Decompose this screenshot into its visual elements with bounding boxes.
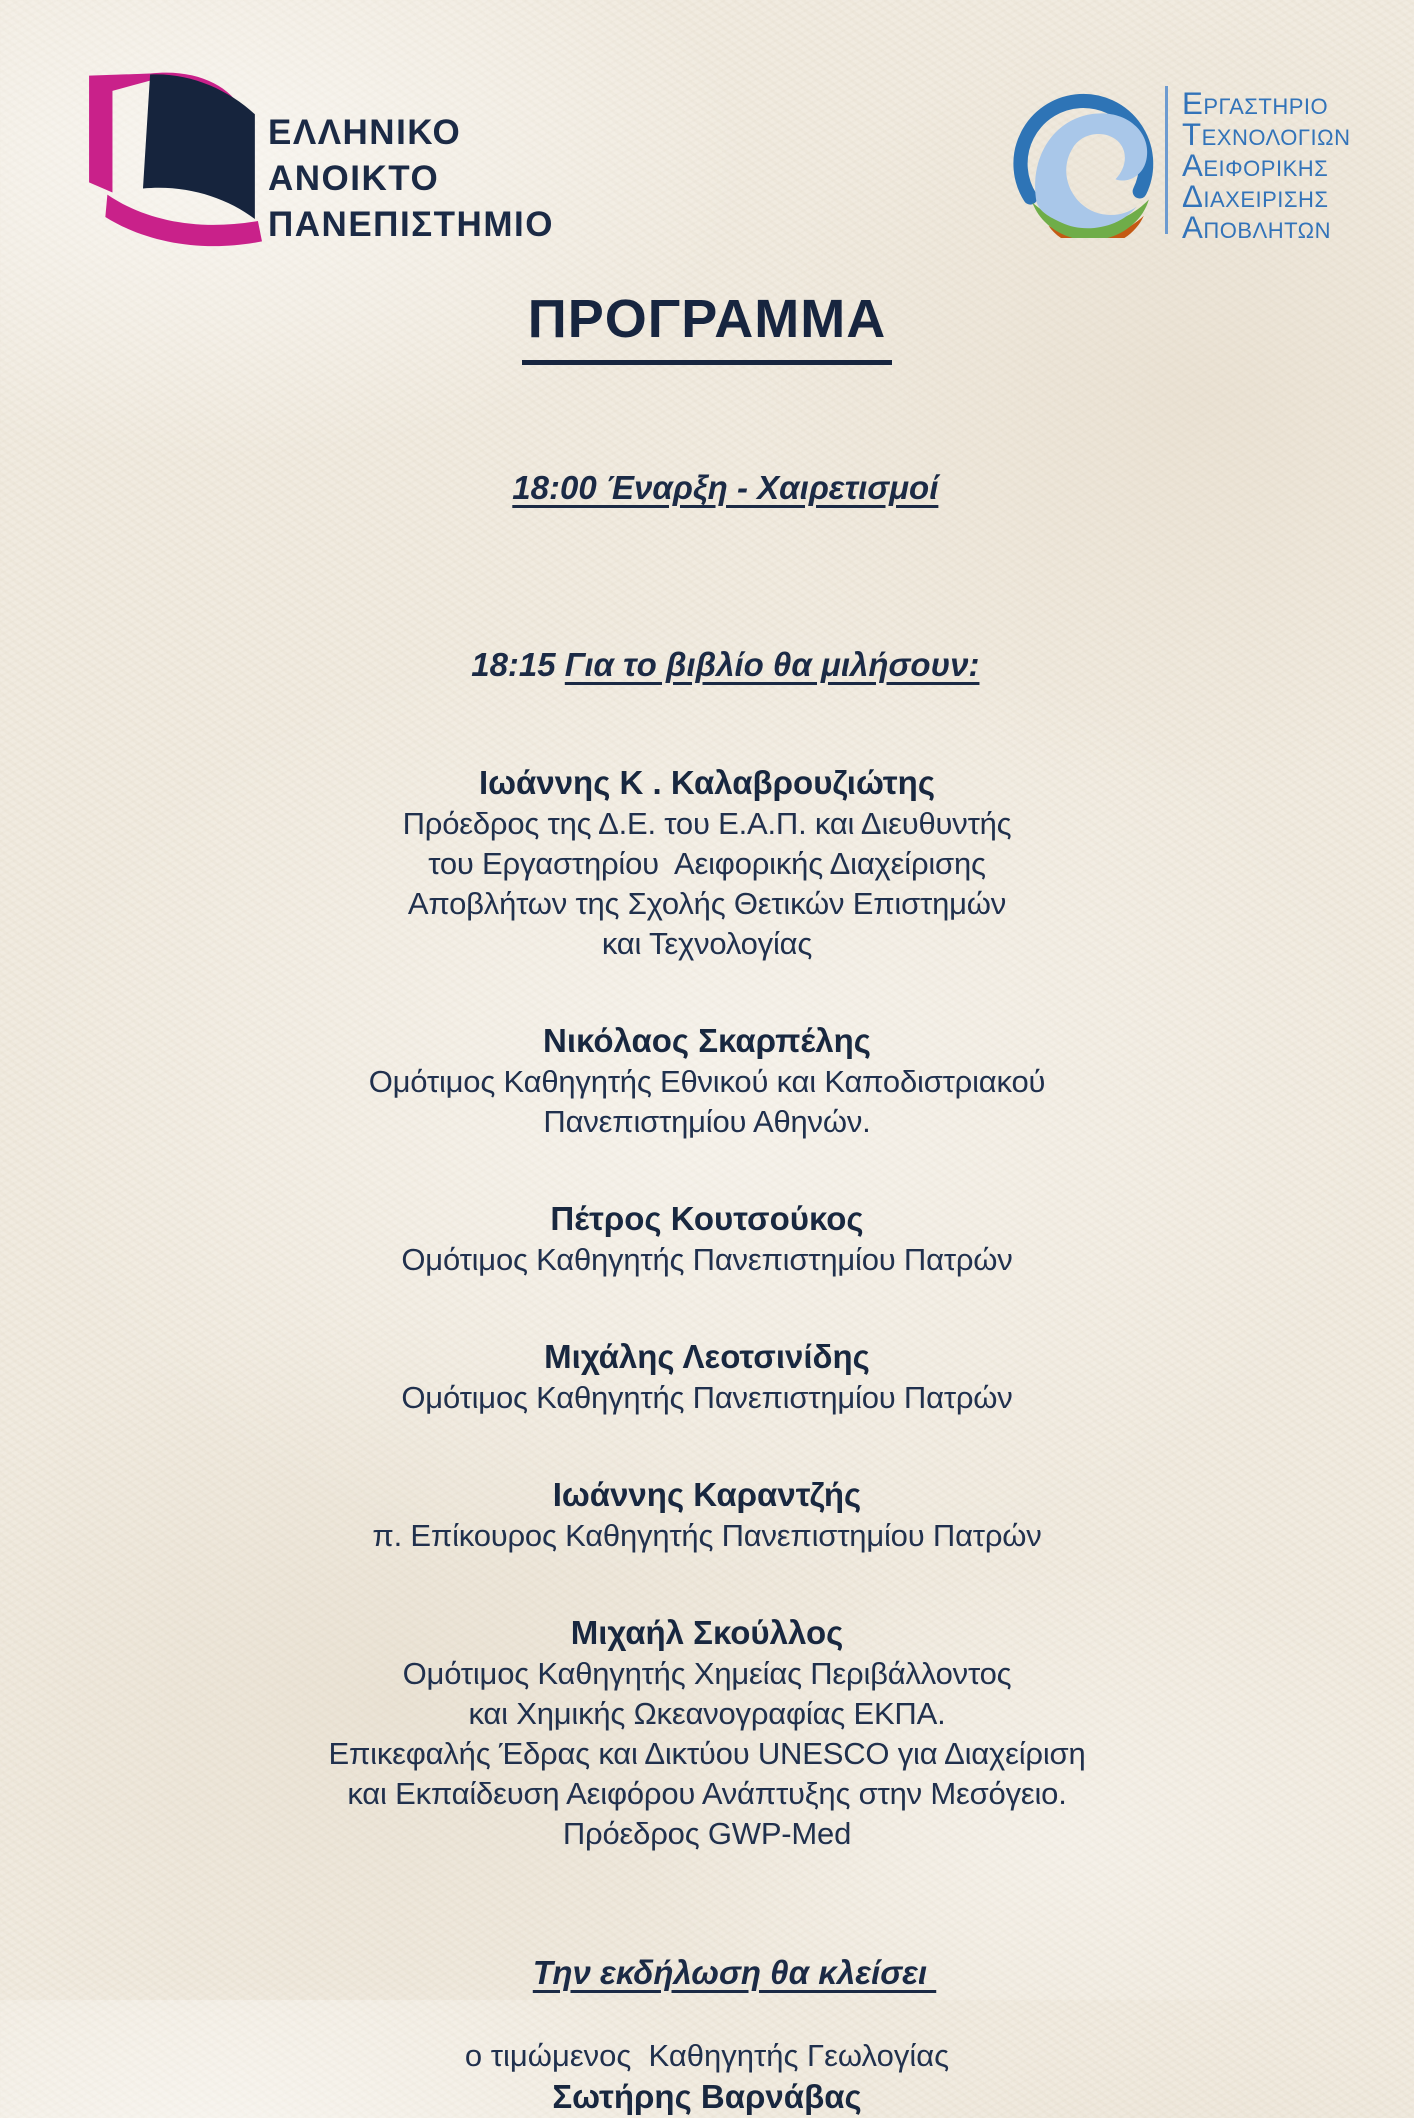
university-name-line: ΕΛΛΗΝΙΚΟ [268, 113, 462, 152]
speaker-block [0, 762, 1414, 964]
open-book-logo-icon [85, 68, 263, 252]
speaker-list [0, 762, 1414, 1854]
laboratory-name [1182, 86, 1351, 245]
speaker-description-line: Ομότιμος Καθηγητής Εθνικού και Καποδιστριακού [368, 1064, 1046, 1100]
session-speakers-heading: Για το βιβλίο θα μιλήσουν: [564, 646, 980, 684]
speaker-name: Νικόλαος Σκαρπέλης [543, 1022, 871, 1060]
laboratory-name-line: ΕΡΓΑΣΤΗΡΙΟ [1182, 86, 1329, 121]
speaker-name: Μιχάλης Λεοτσινίδης [544, 1338, 870, 1376]
session-opening [0, 428, 1414, 548]
page-title-row [0, 288, 1414, 365]
university-name-line: ΑΝΟΙΚΤΟ [268, 159, 440, 198]
speaker-name: Μιχαήλ Σκούλλος [570, 1614, 844, 1652]
speaker-description-line: Πανεπιστημίου Αθηνών. [543, 1104, 871, 1140]
wave-swirl-logo-icon [1006, 84, 1160, 238]
speaker-block [0, 1336, 1414, 1418]
closing-heading-text: Την εκδήλωση θα κλείσει [532, 1954, 937, 1992]
speaker-description-line: Ομότιμος Καθηγητής Πανεπιστημίου Πατρών [401, 1380, 1013, 1416]
speaker-description-line: και Χημικής Ωκεανογραφίας ΕΚΠΑ. [468, 1696, 946, 1732]
lab-logo-divider [1165, 86, 1168, 234]
speaker-name: Ιωάννης Κ . Καλαβρουζιώτης [479, 764, 935, 802]
speaker-description-line: π. Επίκουρος Καθηγητής Πανεπιστημίου Πατρών [372, 1518, 1042, 1554]
university-name [268, 110, 554, 248]
speaker-description-line: και Εκπαίδευση Αειφόρου Ανάπτυξης στην Μεσόγειο. [347, 1776, 1067, 1812]
speaker-name: Πέτρος Κουτσούκος [550, 1200, 864, 1238]
closing-name: Σωτήρης Βαρνάβας [552, 2078, 862, 2116]
speaker-description-line: Ομότιμος Καθηγητής Χημείας Περιβάλλοντος [402, 1656, 1012, 1692]
closing-line: ο τιμώμενος Καθηγητής Γεωλογίας [464, 2038, 950, 2074]
speaker-block [0, 1612, 1414, 1854]
laboratory-name-line: ΔΙΑΧΕΙΡΙΣΗΣ [1182, 179, 1329, 214]
session-speakers [0, 605, 1414, 725]
page-title: ΠΡΟΓΡΑΜΜΑ [522, 288, 892, 365]
closing-heading [0, 1910, 1414, 2036]
program-content [0, 288, 1414, 2118]
speaker-description-line: Πρόεδρος της Δ.Ε. του Ε.Α.Π. και Διευθυντής [402, 806, 1012, 842]
laboratory-name-line: ΤΕΧΝΟΛΟΓΙΩΝ [1182, 117, 1351, 152]
session-opening-text: 18:00 Έναρξη - Χαιρετισμοί [512, 469, 939, 507]
session-speakers-time: 18:15 [471, 646, 565, 684]
university-name-line: ΠΑΝΕΠΙΣΤΗΜΙΟ [268, 205, 554, 244]
speaker-description-line: Πρόεδρος GWP-Med [562, 1816, 852, 1852]
speaker-block [0, 1020, 1414, 1142]
laboratory-name-line: ΑΠΟΒΛΗΤΩΝ [1182, 210, 1331, 245]
speaker-block [0, 1198, 1414, 1280]
closing-block [0, 1910, 1414, 2118]
speaker-description-line: του Εργαστηρίου Αειφορικής Διαχείρισης [428, 846, 986, 882]
speaker-description-line: Επικεφαλής Έδρας και Δικτύου UNESCO για Διαχείριση [328, 1736, 1086, 1772]
speaker-block [0, 1474, 1414, 1556]
speaker-name: Ιωάννης Καραντζής [552, 1476, 862, 1514]
laboratory-name-line: ΑΕΙΦΟΡΙΚΗΣ [1182, 148, 1329, 183]
speaker-description-line: Αποβλήτων της Σχολής Θετικών Επιστημών [407, 886, 1007, 922]
speaker-description-line: και Τεχνολογίας [601, 926, 813, 962]
speaker-description-line: Ομότιμος Καθηγητής Πανεπιστημίου Πατρών [401, 1242, 1013, 1278]
